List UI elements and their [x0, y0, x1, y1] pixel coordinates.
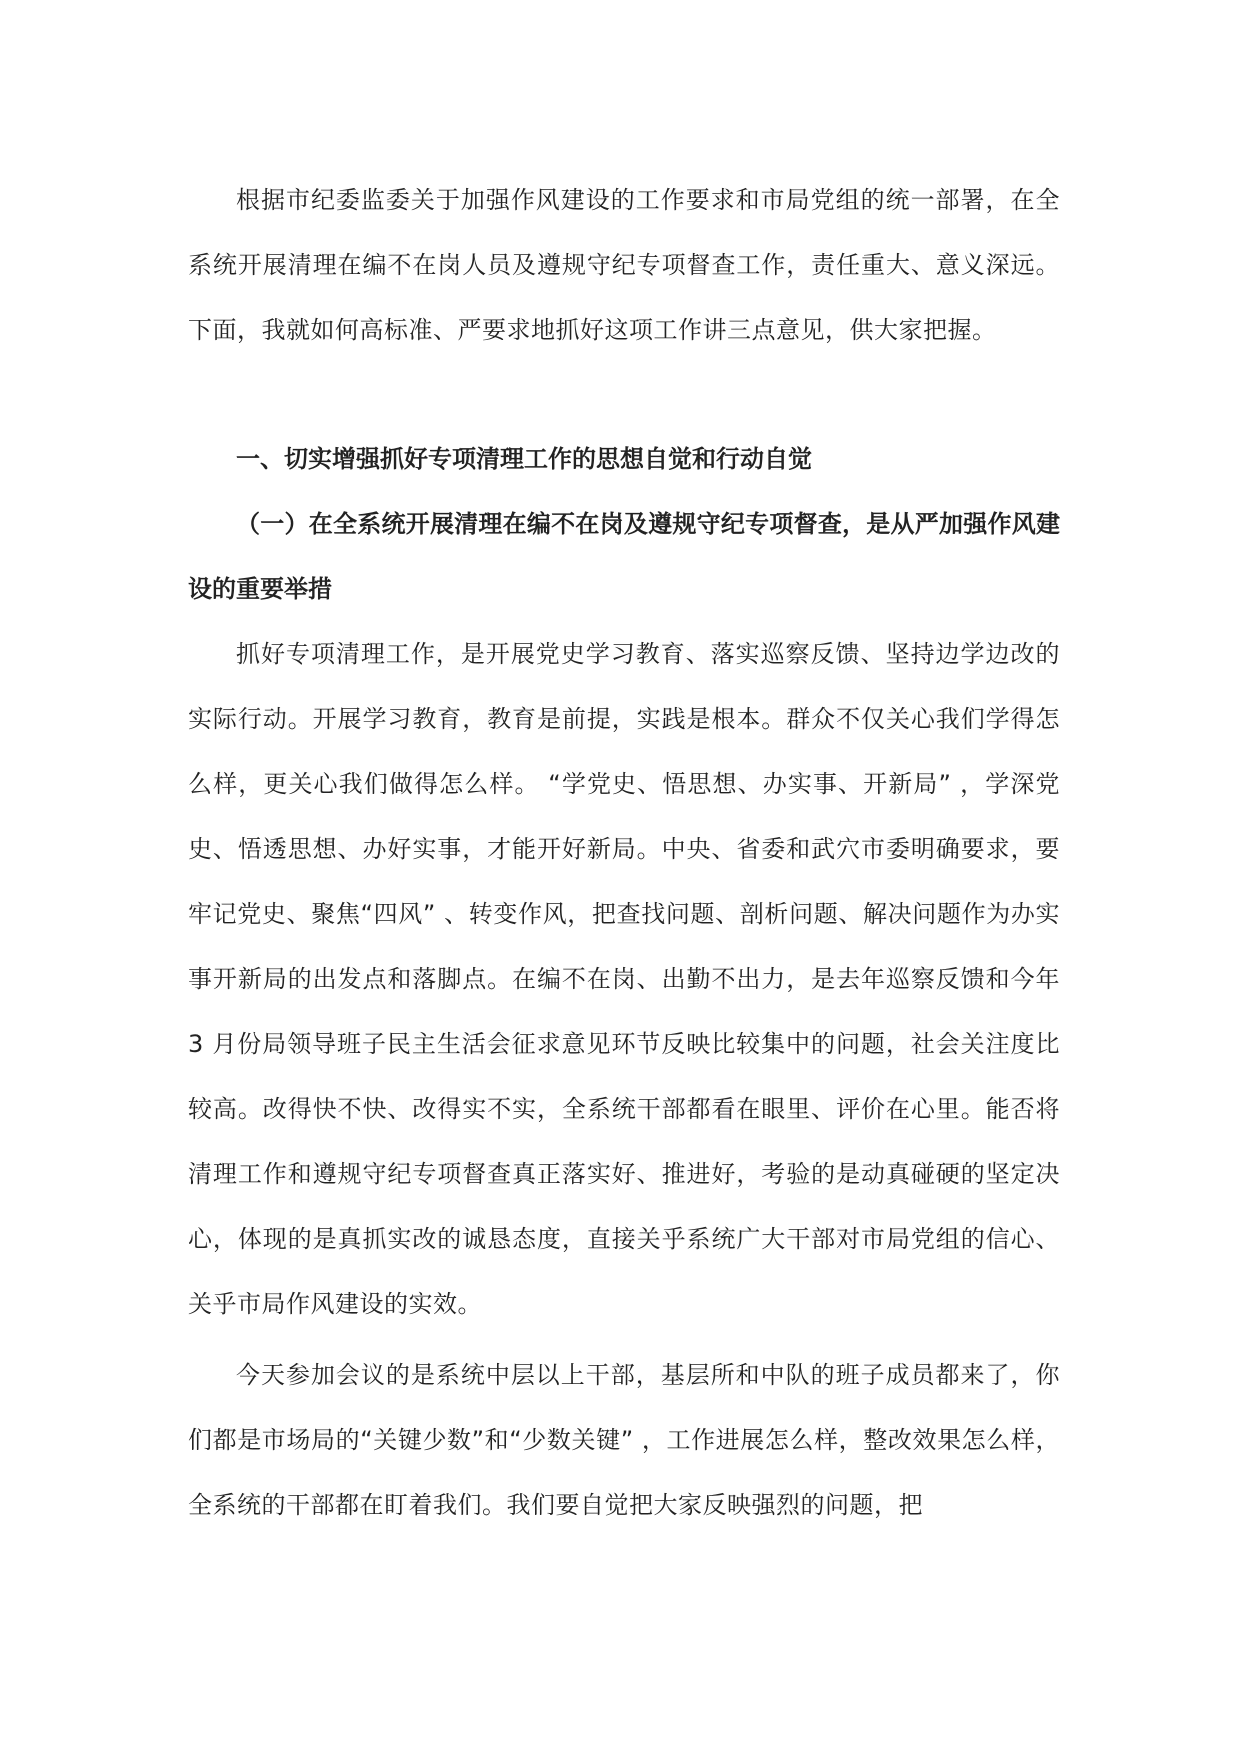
document-body [188, 168, 1060, 1538]
subsection-heading: （一）在全系统开展清理在编不在岗及遵规守纪专项督查，是从严加强作风建设的重要举措 [188, 510, 1060, 603]
body-paragraph: 抓好专项清理工作，是开展党史学习教育、落实巡察反馈、坚持边学边改的实际行动。开展学习教育，教育是前提，实践是根本。群众不仅关心我们学得怎么样，更关心我们做得怎么样。 “学党史、悟思想、办实事、开新局” ，学深党史、悟透思想、办好实事，才能开好新局。中央、省委和武穴市委明确要求，要牢记党史、聚焦“四风” 、转变作风，把查找问题、剖析问题、解决问题作为办实事开新局的出发点和落脚点。在编不在岗、出勤不出力，是去年巡察反馈和今年 3 月份局领导班子民主生活会征求意见环节反映比较集中的问题，社会关注度比较高。改得快不快、改得实不实，全系统干部都看在眼里、评价在心里。能否将清理工作和遵规守纪专项督查真正落实好、推进好，考验的是动真碰硬的坚定决心，体现的是真抓实改的诚恳态度，直接关乎系统广大干部对市局党组的信心、关乎市局作风建设的实效。 [188, 640, 1060, 1318]
intro-paragraph: 根据市纪委监委关于加强作风建设的工作要求和市局党组的统一部署，在全系统开展清理在编不在岗人员及遵规守纪专项督查工作，责任重大、意义深远。下面，我就如何高标准、严要求地抓好这项工作讲三点意见，供大家把握。 [188, 186, 1060, 344]
body-paragraph: 今天参加会议的是系统中层以上干部，基层所和中队的班子成员都来了，你们都是市场局的“关键少数”和“少数关键” ，工作进展怎么样，整改效果怎么样，全系统的干部都在盯着我们。我们要自觉把大家反映强烈的问题，把 [188, 1361, 1060, 1519]
section-heading: 一、切实增强抓好专项清理工作的思想自觉和行动自觉 [236, 445, 812, 473]
